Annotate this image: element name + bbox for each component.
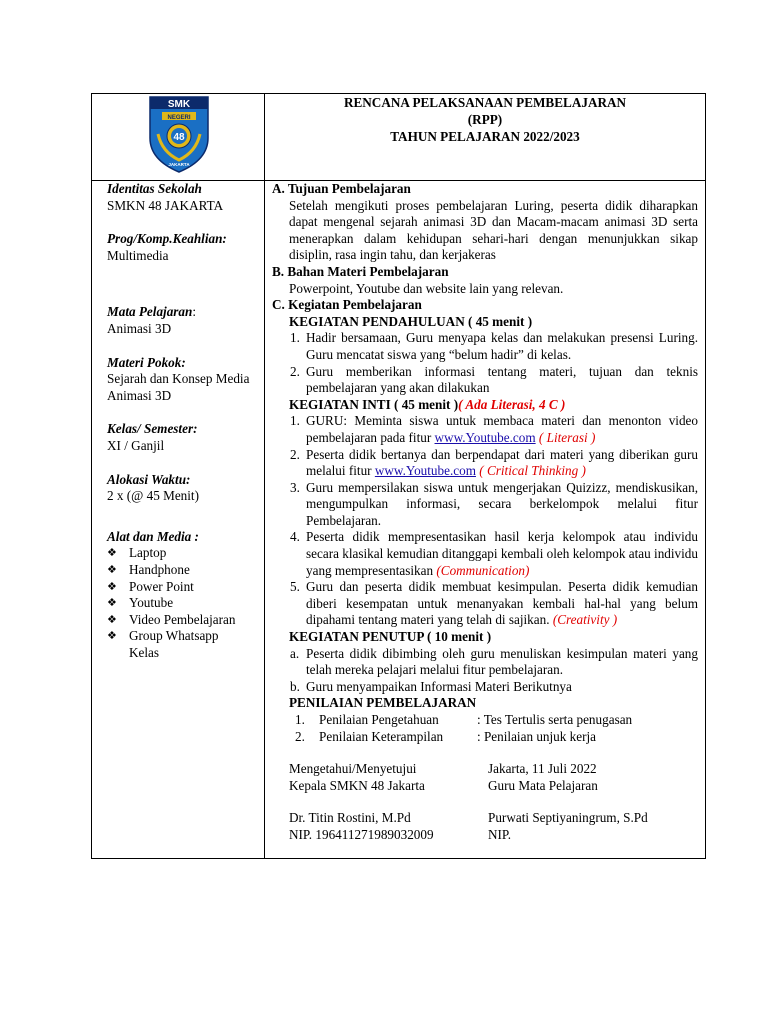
logo-bottom-text: JAKARTA <box>168 162 190 167</box>
list-item: ❖ Power Point <box>107 578 194 594</box>
list-item: ❖ Youtube <box>107 595 174 611</box>
list-item: 1. GURU: Meminta siswa untuk membaca materi dan menonton video pembelajaran pada fitur www.Youtube.com ( Literasi ) <box>290 413 698 445</box>
youtube-link[interactable]: www.Youtube.com <box>434 429 536 445</box>
kelas-value: XI / Ganjil <box>107 437 165 453</box>
school-logo <box>92 94 264 176</box>
list-item: ❖ Laptop <box>107 545 167 561</box>
section-b-text: Powerpoint, Youtube dan website lain yang relevan. <box>289 280 564 296</box>
list-item: ❖ Group Whatsapp Kelas <box>107 628 219 660</box>
penutup-title: KEGIATAN PENUTUP ( 10 menit ) <box>289 629 492 645</box>
penutup-list <box>272 646 698 696</box>
kelas-label: Kelas/ Semester: <box>107 421 198 437</box>
list-item: 2. Peserta didik bertanya dan berpendapat dari materi yang diberikan guru melalui fitur www.Youtube.com ( Critical Thinking ) <box>290 446 698 479</box>
penilaian-title: PENILAIAN PEMBELAJARAN <box>289 695 477 711</box>
bullet-diamond-icon: ❖ <box>107 596 117 610</box>
pendahuluan-list <box>272 330 698 396</box>
logo-cell <box>92 94 265 181</box>
rpp-table <box>91 93 706 859</box>
document-title-line2: (RPP) <box>467 112 503 127</box>
document-title-line3: TAHUN PELAJARAN 2022/2023 <box>390 129 580 144</box>
list-item: 5. Guru dan peserta didik membuat kesimpulan. Peserta didik kemudian diberi kesempatan untuk menanyakan kembali hal-hal yang belum dipahami tentang materi yang telah di sajikan. (Creativity ) <box>290 579 698 628</box>
alokasi-value: 2 x (@ 45 Menit) <box>107 488 199 504</box>
list-item: a. Peserta didik dibimbing oleh guru menuliskan kesimpulan materi yang telah mereka pelajari melalui fitur pembelajaran. <box>290 645 698 678</box>
document-title-line1: RENCANA PELAKSANAAN PEMBELAJARAN <box>343 95 627 110</box>
pendahuluan-title: KEGIATAN PENDAHULUAN ( 45 menit ) <box>289 313 533 329</box>
alokasi-label: Alokasi Waktu: <box>107 471 191 487</box>
youtube-link[interactable]: www.Youtube.com <box>374 463 476 479</box>
alat-label: Alat dan Media : <box>107 528 199 544</box>
section-a-text: Setelah mengikuti proses pembelajaran Luring, peserta didik diharapkan dapat mengenal sejarah animasi 3D dan Macam-macam animasi 3D serta menerapkan dalam kehidupan sehari-hari dengan menunjukkan sikap disiplin, rasa ingin tahu, dan kerjakeras <box>289 197 698 263</box>
penilaian-row: 1. Penilaian Pengetahuan : Tes Tertulis serta penugasan <box>295 712 633 727</box>
list-item: 2. Guru memberikan informasi tentang materi, tujuan dan teknis pembelajaran yang akan dilakukan <box>290 363 698 396</box>
identitas-value: SMKN 48 JAKARTA <box>107 197 224 213</box>
materi-label: Materi Pokok: <box>107 354 186 370</box>
section-b-title: B. Bahan Materi Pembelajaran <box>272 263 449 279</box>
materi-value-1: Sejarah dan Konsep Media <box>107 371 250 387</box>
section-a-title: A. Tujuan Pembelajaran <box>272 181 411 196</box>
prog-value: Multimedia <box>107 247 169 263</box>
signature-row: Mengetahui/Menyetujui Jakarta, 11 Juli 2022 <box>289 761 597 777</box>
list-item: ❖ Handphone <box>107 561 190 577</box>
bullet-diamond-icon: ❖ <box>107 579 117 593</box>
identitas-label: Identitas Sekolah <box>107 181 202 196</box>
bullet-diamond-icon: ❖ <box>107 612 117 626</box>
list-item: 4. Peserta didik mempresentasikan hasil kerja kelompok atau individu secara klasikal kemudian ditanggapi kembali oleh kelompok atau individu yang mempresentasikan (Communication) <box>290 529 698 578</box>
prog-label: Prog/Komp.Keahlian: <box>107 231 227 247</box>
bullet-diamond-icon: ❖ <box>107 562 117 576</box>
logo-number: 48 <box>173 132 185 143</box>
mapel-value: Animasi 3D <box>107 320 172 336</box>
section-c-title: C. Kegiatan Pembelajaran <box>272 297 422 313</box>
bullet-diamond-icon: ❖ <box>107 546 117 560</box>
right-content-column <box>265 181 706 859</box>
penilaian-row: 2. Penilaian Keterampilan : Penilaian unjuk kerja <box>295 728 597 744</box>
signature-row: Kepala SMKN 48 Jakarta Guru Mata Pelajaran <box>289 777 598 793</box>
list-item: 3. Guru mempersilakan siswa untuk mengerjakan Quizizz, mendiskusikan, mengumpulkan informasi, secara berkelompok melalui fitur Pembelajaran. <box>290 479 698 528</box>
left-info-column <box>92 181 265 859</box>
mapel-label: Mata Pelajaran <box>107 304 193 320</box>
inti-list <box>272 413 698 629</box>
title-cell <box>265 94 706 181</box>
signature-name-row: Dr. Titin Rostini, M.Pd Purwati Septiyaningrum, S.Pd <box>289 810 648 826</box>
logo-top-text: SMK <box>167 99 191 110</box>
logo-ribbon-text: NEGERI <box>167 115 191 121</box>
list-item: b. Guru menyampaikan Informasi Materi Berikutnya <box>290 678 572 694</box>
bullet-diamond-icon: ❖ <box>107 629 117 643</box>
alat-list <box>107 545 264 661</box>
list-item: 1. Hadir bersamaan, Guru menyapa kelas dan melakukan presensi Luring. Guru mencatat siswa yang “belum hadir” di kelas. <box>290 330 698 362</box>
signature-nip-row: NIP. 196411271989032009 NIP. <box>289 826 512 842</box>
materi-value-2: Animasi 3D <box>107 387 172 403</box>
inti-title: KEGIATAN INTI ( 45 menit )( Ada Literasi, 4 C ) <box>289 396 566 412</box>
mapel-colon: : <box>192 304 197 320</box>
list-item: ❖ Video Pembelajaran <box>107 611 236 627</box>
